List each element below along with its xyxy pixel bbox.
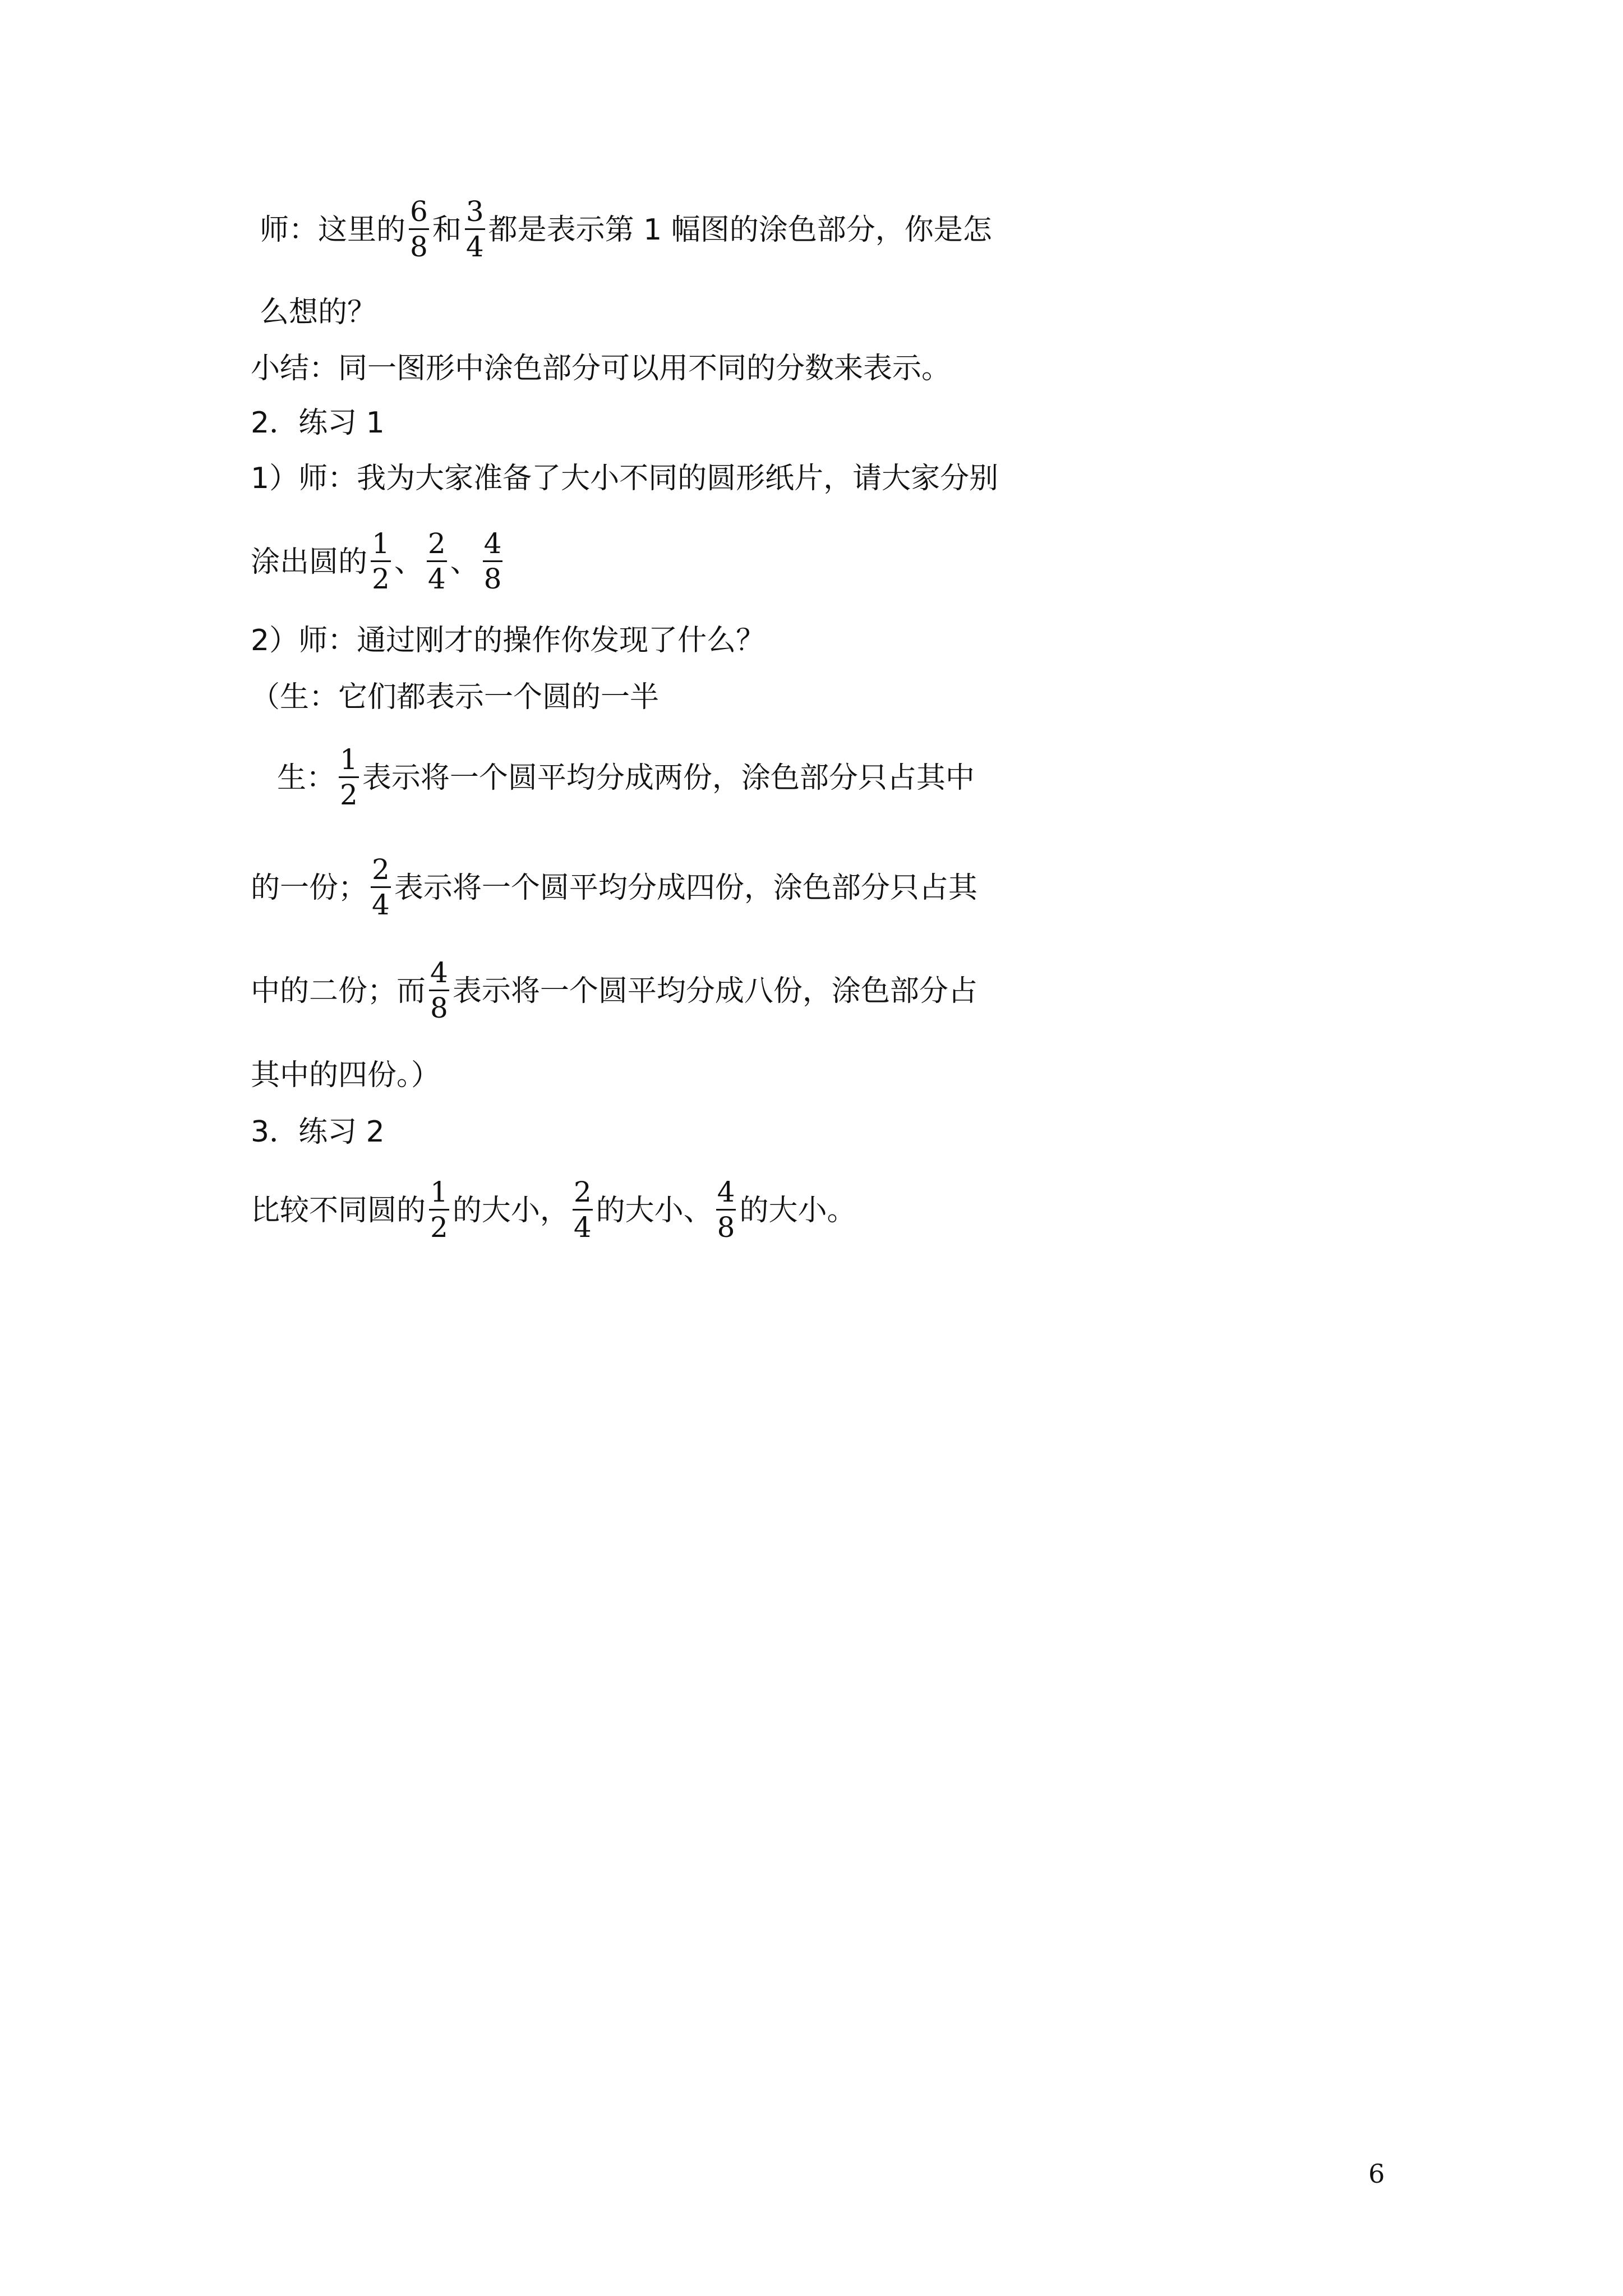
fraction (429, 1177, 449, 1243)
student-explanation-line (277, 743, 975, 811)
teacher-question-cont-line (260, 296, 376, 329)
text-run: 生： (277, 761, 336, 795)
fraction-numerator: 4 (717, 1175, 735, 1208)
text-run: 比较不同圆的 (251, 1194, 426, 1227)
text-run: 表示将一个圆平均分成四份，涂色部分只占其 (394, 871, 978, 905)
text-run: 的一份； (251, 871, 368, 905)
student-explanation-cont-line-2 (251, 956, 978, 1024)
fraction (483, 528, 503, 594)
fraction (371, 528, 391, 594)
exercise-1-step-1-line (251, 462, 998, 495)
text-run: 其中的四份。） (251, 1059, 441, 1092)
text-run: 么想的？ (260, 296, 377, 329)
fraction-numerator: 2 (573, 1175, 592, 1208)
exercise-2-prompt-line (251, 1175, 856, 1244)
fraction-numerator: 1 (372, 527, 390, 560)
exercise-1-heading (251, 406, 385, 440)
text-run: 1）师：我为大家准备了大小不同的圆形纸片，请大家分别 (251, 462, 999, 495)
text-run: 、 (394, 545, 423, 579)
text-run: 中的二份；而 (251, 974, 426, 1008)
fraction (429, 958, 449, 1023)
fraction-numerator: 2 (372, 853, 390, 886)
text-run: 师：这里的 (260, 213, 406, 247)
fraction (371, 854, 391, 920)
fraction (409, 196, 429, 262)
fraction-numerator: 4 (483, 527, 502, 560)
fraction-denominator: 4 (573, 1211, 592, 1244)
fraction-bar (371, 886, 391, 888)
text-run: 都是表示第 1 幅图的涂色部分，你是怎 (488, 213, 992, 247)
student-explanation-cont-line-1 (251, 853, 978, 921)
fraction-bar (429, 1209, 449, 1211)
exercise-2-heading (251, 1115, 385, 1149)
text-run: 、 (450, 545, 479, 579)
student-explanation-cont-line-3 (251, 1059, 440, 1092)
fraction-denominator: 2 (430, 1211, 448, 1244)
summary-line (251, 352, 951, 385)
exercise-1-step-1-cont-line (251, 527, 506, 595)
fraction-bar (465, 228, 485, 230)
fraction-bar (409, 228, 429, 230)
fraction-numerator: 1 (430, 1175, 448, 1208)
fraction-denominator: 2 (372, 562, 390, 595)
text-run: 表示将一个圆平均分成八份，涂色部分占 (452, 974, 978, 1008)
fraction-bar (716, 1209, 736, 1211)
exercise-1-step-2-line (251, 624, 765, 657)
teacher-question-line (260, 195, 992, 263)
text-run: 3．练习 2 (251, 1115, 385, 1149)
text-run: 小结：同一图形中涂色部分可以用不同的分数来表示。 (251, 352, 951, 385)
fraction-denominator: 8 (483, 562, 502, 595)
fraction-denominator: 4 (372, 888, 390, 921)
fraction-denominator: 2 (340, 778, 358, 811)
fraction-denominator: 4 (465, 230, 484, 263)
page-number: 6 (1368, 2159, 1385, 2189)
fraction-denominator: 4 (427, 562, 446, 595)
fraction-bar (573, 1209, 593, 1211)
fraction-bar (427, 560, 447, 562)
text-run: 的大小。 (739, 1194, 856, 1227)
fraction (339, 744, 359, 810)
fraction-bar (339, 776, 359, 778)
student-answer-line (251, 680, 659, 714)
fraction-bar (371, 560, 391, 562)
fraction-numerator: 4 (430, 956, 448, 989)
fraction (716, 1177, 736, 1243)
text-run: 涂出圆的 (251, 545, 368, 579)
text-run: 的大小， (452, 1194, 569, 1227)
fraction-denominator: 8 (410, 230, 428, 263)
fraction (573, 1177, 593, 1243)
text-run: 2．练习 1 (251, 406, 385, 440)
fraction-denominator: 8 (430, 991, 448, 1024)
fraction-bar (429, 990, 449, 991)
fraction-bar (483, 560, 503, 562)
fraction (465, 196, 485, 262)
text-run: （生：它们都表示一个圆的一半 (251, 680, 660, 714)
fraction-numerator: 2 (427, 527, 446, 560)
fraction-numerator: 6 (410, 195, 428, 228)
fraction-denominator: 8 (717, 1211, 735, 1244)
text-run: 2）师：通过刚才的操作你发现了什么？ (251, 624, 766, 657)
fraction-numerator: 3 (465, 195, 484, 228)
text-run: 的大小、 (596, 1194, 713, 1227)
text-run: 和 (432, 213, 462, 247)
fraction (427, 528, 447, 594)
text-run: 表示将一个圆平均分成两份，涂色部分只占其中 (362, 761, 975, 795)
fraction-numerator: 1 (340, 743, 358, 776)
